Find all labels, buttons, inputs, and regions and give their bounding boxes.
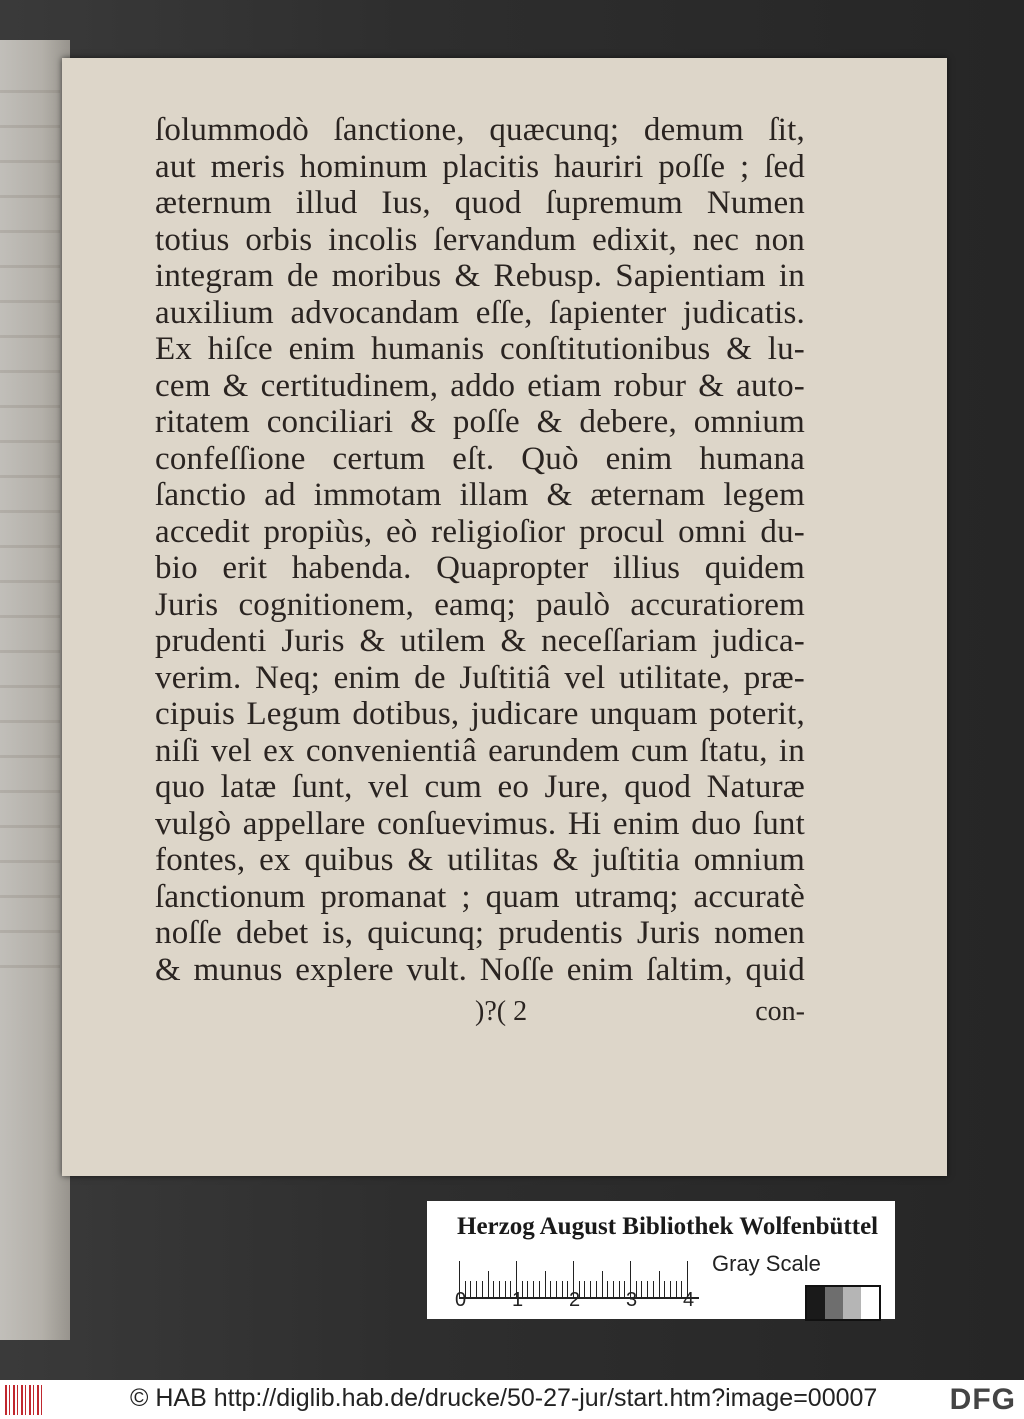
text-line: confeſſione certum eſt. Quò enim humana	[155, 440, 805, 477]
library-name: Herzog August Bibliothek Wolfenbüttel	[457, 1213, 879, 1240]
text-line: totius orbis incolis ſervandum edixit, nec non	[155, 221, 805, 258]
ruler-tick	[527, 1281, 528, 1297]
text-line: prudenti Juris & utilem & neceſſariam judica-	[155, 623, 805, 659]
ruler-tick	[596, 1281, 597, 1297]
ruler-number-2: 2	[569, 1289, 581, 1311]
text-line: quo latæ ſunt, vel cum eo Jure, quod Naturæ	[155, 769, 805, 805]
text-line: ſanctionum promanat ; quam utramq; accuratè	[155, 878, 805, 915]
footer-bar	[0, 1380, 1024, 1419]
ruler-number-3: 3	[626, 1289, 638, 1311]
ruler-tick	[607, 1281, 608, 1297]
ruler-tick	[533, 1281, 534, 1297]
ruler-tick	[590, 1281, 591, 1297]
text-line: accedit propiùs, eò religioſior procul omni du-	[155, 513, 805, 550]
ruler-tick	[556, 1281, 557, 1297]
text-line: ſolummodò ſanctione, quæcunq; demum ſit,	[155, 112, 805, 148]
text-line: aut meris hominum placitis hauriri poſſe ; ſed	[155, 148, 805, 185]
ruler-tick	[659, 1271, 660, 1297]
ruler-tick	[602, 1271, 603, 1297]
ruler-tick	[476, 1281, 477, 1297]
text-line: integram de moribus & Rebusp. Sapientiam in	[155, 258, 805, 294]
ruler-tick	[664, 1281, 665, 1297]
text-line: ſanctio ad immotam illam & æternam legem	[155, 477, 805, 513]
ruler-tick	[562, 1281, 563, 1297]
ruler-tick	[584, 1281, 585, 1297]
text-line: auxilium advocandam eſſe, ſapienter judicatis.	[155, 294, 805, 331]
ruler-number-1: 1	[512, 1289, 524, 1311]
dfg-logo: DFG	[949, 1383, 1016, 1416]
signature-mark: )?( 2	[475, 996, 528, 1027]
ruler-tick	[545, 1271, 546, 1297]
text-line: noſſe debet is, quicunq; prudentis Juris nomen	[155, 915, 805, 951]
text-line: bio erit habenda. Quapropter illius quidem	[155, 550, 805, 586]
ruler-tick	[470, 1281, 471, 1297]
text-line: Ex hiſce enim humanis conſtitutionibus & lu-	[155, 331, 805, 367]
ruler-tick	[641, 1281, 642, 1297]
text-line: & munus explere vult. Noſſe enim ſaltim, quid	[155, 951, 805, 988]
ruler-tick	[488, 1271, 489, 1297]
text-line: vulgò appellare conſuevimus. Hi enim duo ſunt	[155, 805, 805, 842]
barcode-icon	[5, 1385, 45, 1415]
ruler-tick	[505, 1281, 506, 1297]
ruler-tick	[550, 1281, 551, 1297]
page-text	[155, 112, 805, 988]
gray-swatch	[807, 1287, 825, 1319]
ruler-tick	[670, 1281, 671, 1297]
text-line: verim. Neq; enim de Juſtitiâ vel utilitate, præ-	[155, 659, 805, 696]
gray-scale-swatches	[805, 1285, 881, 1321]
text-line: cipuis Legum dotibus, judicare unquam poterit,	[155, 696, 805, 732]
text-line: cem & certitudinem, addo etiam robur & auto-	[155, 367, 805, 404]
ruler-tick	[493, 1281, 494, 1297]
ruler-tick	[499, 1281, 500, 1297]
text-line: fontes, ex quibus & utilitas & juſtitia omnium	[155, 842, 805, 878]
ruler-tick	[653, 1281, 654, 1297]
gray-swatch	[861, 1287, 879, 1319]
ruler-tick	[647, 1281, 648, 1297]
text-line: æternum illud Ius, quod ſupremum Numen	[155, 185, 805, 221]
library-color-target	[427, 1201, 895, 1319]
page-footer-line	[155, 996, 805, 1032]
text-line: niſi vel ex convenientiâ earundem cum ſtatu, in	[155, 732, 805, 769]
ruler-tick	[676, 1281, 677, 1297]
ruler-number-4: 4	[683, 1289, 695, 1311]
gray-swatch	[843, 1287, 861, 1319]
ruler-tick	[482, 1281, 483, 1297]
ruler-tick	[613, 1281, 614, 1297]
ruler-tick	[619, 1281, 620, 1297]
ruler-number-0: 0	[455, 1289, 467, 1311]
text-line: Juris cognitionem, eamq; paulò accuratiorem	[155, 586, 805, 623]
text-line: ritatem conciliari & poſſe & debere, omnium	[155, 404, 805, 440]
gray-swatch	[825, 1287, 843, 1319]
catchword: con-	[755, 996, 805, 1027]
gray-scale-label: Gray Scale	[712, 1251, 821, 1276]
copyright-url: © HAB http://diglib.hab.de/drucke/50-27-jur/start.htm?image=00007	[130, 1384, 878, 1412]
ruler-tick	[539, 1281, 540, 1297]
previous-page-text-shadow	[0, 90, 60, 990]
